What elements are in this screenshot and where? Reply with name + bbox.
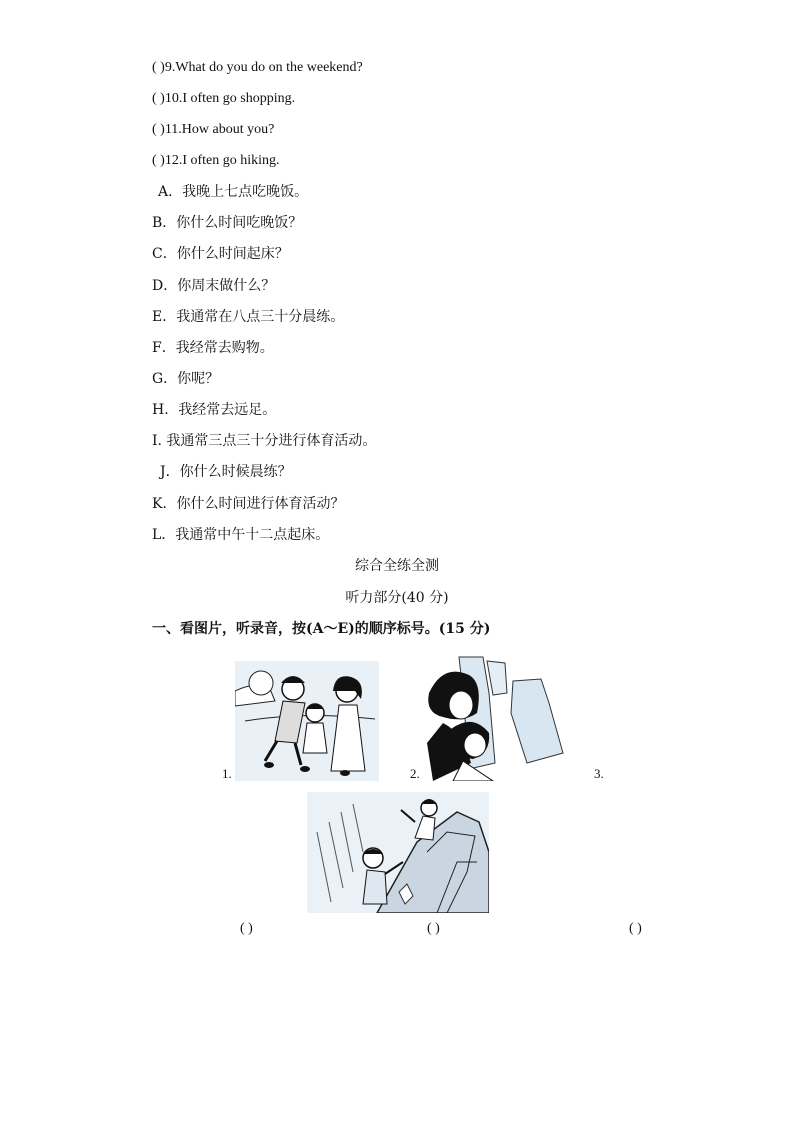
answer-paren[interactable]: ( ) — [152, 91, 165, 106]
answer-blank-1[interactable]: ( ) — [240, 921, 253, 936]
answer-paren[interactable]: ( ) — [152, 122, 165, 137]
listening-title: 听力部分(40 分) — [345, 590, 449, 606]
option-c: C．你什么时间起床？ — [152, 246, 289, 262]
picture-girls-clothes — [422, 652, 584, 782]
question-text: 9.What do you do on the weekend? — [164, 60, 363, 75]
option-l: L．我通常中午十二点起床。 — [152, 527, 330, 543]
question-text: 12.I often go hiking. — [164, 153, 280, 168]
option-g: G．你呢？ — [152, 371, 220, 387]
option-b: B．你什么时间吃晚饭？ — [152, 215, 303, 231]
question-10 — [152, 90, 295, 108]
option-a: A．我晚上七点吃晚饭。 — [158, 184, 309, 200]
option-j: J．你什么时候晨练？ — [160, 464, 292, 480]
picture-family-walking — [234, 660, 380, 782]
question-text: 10.I often go shopping. — [164, 91, 296, 106]
option-i: I. 我通常三点三十分进行体育活动。 — [152, 433, 377, 449]
question-text: 11.How about you? — [164, 122, 275, 137]
part1-heading: 一、看图片，听录音，按(A～E)的顺序标号。(15 分) — [152, 621, 491, 637]
question-9 — [152, 59, 363, 77]
picture-number-1: 1. — [222, 766, 232, 781]
option-h: H．我经常去远足。 — [152, 402, 277, 418]
section-title: 综合全练全测 — [355, 558, 439, 574]
answer-blank-3[interactable]: ( ) — [629, 921, 642, 936]
picture-number-3: 3. — [594, 766, 604, 781]
picture-number-2: 2. — [410, 766, 420, 781]
option-f: F．我经常去购物。 — [152, 340, 274, 356]
option-e: E．我通常在八点三十分晨练。 — [152, 309, 345, 325]
question-12 — [152, 152, 280, 170]
option-k: K．你什么时间进行体育活动？ — [152, 496, 345, 512]
answer-blank-2[interactable]: ( ) — [427, 921, 440, 936]
option-d: D．你周末做什么？ — [152, 278, 276, 294]
picture-mountain-climbing — [306, 791, 490, 914]
answer-paren[interactable]: ( ) — [152, 60, 165, 75]
question-11 — [152, 121, 274, 139]
answer-paren[interactable]: ( ) — [152, 153, 165, 168]
